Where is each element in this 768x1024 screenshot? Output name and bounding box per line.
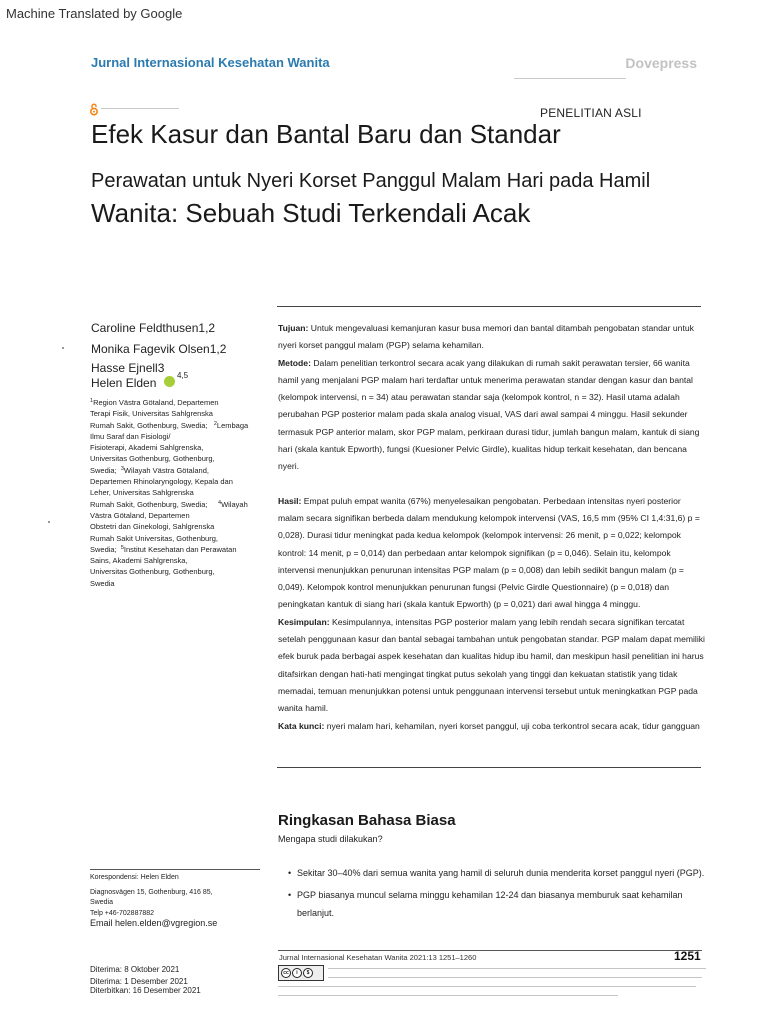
- affiliation-line: Sains, Akademi Sahlgrenska,: [90, 556, 188, 566]
- affiliation-line: Swedia: [90, 578, 115, 588]
- date-published: Diterbitkan: 16 Desember 2021: [90, 986, 201, 995]
- affiliation-line: Departemen Rhinolaryngology, Kepala dan: [90, 477, 233, 487]
- license-notice: [278, 967, 708, 1007]
- bullet-icon: •: [288, 868, 292, 878]
- abstract-aim: Tujuan: Untuk mengevaluasi kemanjuran kasur busa memori dan bantal ditambah pengobatan standar untuk nyeri korset panggul malam (PGP) selama kehamilan.: [278, 323, 694, 351]
- cc-license-icon[interactable]: cc i $: [278, 965, 324, 981]
- affiliations: [90, 397, 266, 589]
- affiliation-line: Rumah Sakit Universitas, Gothenburg,: [90, 533, 218, 543]
- affiliation-line: Rumah Sakit, Gothenburg, Swedia; $^2$Lembaga: [90, 420, 249, 430]
- plain-summary-question: Mengapa studi dilakukan?: [278, 834, 383, 844]
- affiliation-line: Swedia; $^3$Wilayah Västra Götaland,: [90, 465, 209, 475]
- affiliation-line: Swedia; $^5$Institut Kesehatan dan Perawatan: [90, 544, 237, 554]
- article-type: PENELITIAN ASLI: [540, 106, 642, 120]
- abstract-results: Hasil: Empat puluh empat wanita (67%) menyelesaikan pengobatan. Perbedaan intensitas nyeri posterior malam secara signifikan berbeda dalam mendukung kelompok intervensi (VAS, 16,5 mm (95% CI 1,4:31,6) p = 0,028). Durasi tidur meningkat pada kedua kelompok (kelompok intervensi: 26 menit, p = 0,022; kelompok kontrol: 14 menit, p = 0,014) dan perbedaan antar kelompok signifikan (p = 0,046). Selain itu, kelompok intervensi menunjukkan penurunan intensitas PGP malam (p = 0,008) dan lebih sedikit bangun malam (p = 0,049). Kelompok kontrol menunjukkan penurunan fungsi (Pelvic Girdle Questionnaire) (p = 0,018) dan peningkatan kantuk di siang hari (skala kantuk Epworth) (p = 0,021) dari awal hingga 4 minggu.: [278, 495, 700, 610]
- author-affiliation-sup: 4,5: [177, 371, 189, 380]
- correspondence-address: Swedia: [90, 899, 113, 907]
- author-name: Caroline Feldthusen1,2: [91, 321, 216, 335]
- correspondence-phone: Telp +46-702887882: [90, 910, 155, 918]
- article-title-line-3: Wanita: Sebuah Studi Terkendali Acak: [91, 198, 531, 228]
- affiliation-line: $^1$Region Västra Götaland, Departemen: [90, 398, 219, 407]
- affiliation-line: Fisioterapi, Akademi Sahlgrenska,: [90, 443, 204, 453]
- open-access-icon: [89, 103, 99, 116]
- author-name: Monika Fagevik Olsen1,2: [91, 342, 227, 356]
- citation-line: Jurnal Internasional Kesehatan Wanita 2021:13 1251–1260: [279, 953, 477, 962]
- journal-name[interactable]: Jurnal Internasional Kesehatan Wanita: [91, 55, 330, 70]
- correspondence-address: Diagnosvägen 15, Gothenburg, 416 85,: [90, 888, 213, 896]
- bullet-icon: •: [288, 890, 292, 900]
- affiliation-line: Leher, Universitas Sahlgrenska: [90, 488, 194, 498]
- affiliation-line: Ilmu Saraf dan Fisiologi/: [90, 431, 171, 441]
- correspondence-email[interactable]: Email helen.elden@vgregion.se: [90, 918, 218, 928]
- footer-rule: [278, 950, 702, 951]
- affiliation-line: Rumah Sakit, Gothenburg, Swedia; $^4$Wilayah: [90, 499, 248, 509]
- page-number: 1251: [674, 949, 701, 963]
- correspondence: [90, 873, 260, 920]
- list-item: • Sekitar 30–40% dari semua wanita yang hamil di seluruh dunia menderita korset panggul nyeri (PGP).: [288, 864, 708, 882]
- correspondence-rule: [90, 869, 260, 870]
- affiliation-line: Universitas Gothenburg, Gothenburg,: [90, 454, 215, 464]
- affiliation-line: Västra Götaland, Departemen: [90, 510, 190, 520]
- plain-summary-heading: Ringkasan Bahasa Biasa: [278, 812, 456, 829]
- machine-translation-banner: Machine Translated by Google: [6, 6, 183, 21]
- author-name: Hasse Ejnell3: [91, 361, 165, 375]
- publisher-tagline: [514, 77, 626, 81]
- plain-summary-list: [288, 864, 708, 926]
- abstract: [278, 320, 706, 735]
- correspondence-label: Korespondensi: Helen Elden: [90, 874, 179, 881]
- author-name: Helen Elden: [91, 376, 157, 390]
- abstract-bottom-rule: [277, 767, 701, 768]
- affiliation-line: Universitas Gothenburg, Gothenburg,: [90, 567, 215, 577]
- abstract-keywords: Kata kunci: nyeri malam hari, kehamilan, nyeri korset panggul, uji coba terkontrol secara acak, tidur gangguan: [278, 720, 700, 731]
- affiliation-line: Terapi Fisik, Universitas Sahlgrenska: [90, 409, 213, 419]
- scan-mark: [48, 521, 50, 523]
- publisher-logo[interactable]: Dovepress: [625, 55, 697, 71]
- scan-mark: [62, 347, 64, 349]
- date-received: Diterima: 8 Oktober 2021: [90, 965, 180, 974]
- open-access-label: [101, 107, 179, 110]
- date-accepted: Diterima: 1 Desember 2021: [90, 977, 188, 986]
- article-title-line-2: Perawatan untuk Nyeri Korset Panggul Malam Hari pada Hamil: [91, 170, 651, 192]
- orcid-icon[interactable]: [164, 376, 175, 387]
- abstract-top-rule: [277, 306, 701, 307]
- list-item: • PGP biasanya muncul selama minggu kehamilan 12-24 dan biasanya memburuk saat kehamilan berlanjut.: [288, 886, 708, 922]
- article-title-line-1: Efek Kasur dan Bantal Baru dan Standar: [91, 119, 561, 149]
- affiliation-line: Obstetri dan Ginekologi, Sahlgrenska: [90, 522, 215, 532]
- abstract-methods: Metode: Dalam penelitian terkontrol secara acak yang dilakukan di rumah sakit perawatan tersier, 66 wanita hamil yang menjalani PGP malam hari terdaftar untuk menerima perawatan standar dengan kasur dan bantal (kelompok intervensi, n = 34) atau perawatan standar saja (kelompok kontrol, n = 32). Hasil utama adalah perubahan PGP posterior malam pada skala analog visual, VAS dari awal sampai 4 minggu. Hasil sekunder termasuk PGP anterior malam, skor PGP malam, perkiraan durasi tidur, jumlah bangun malam, kantuk di siang hari (skala kantuk Epworth), fungsi (Kuesioner Pelvic Girdle), kualitas hidup terkait kesehatan, dan bencana nyeri.: [278, 357, 700, 472]
- abstract-conclusion: Kesimpulan: Kesimpulannya, intensitas PGP posterior malam yang lebih rendah secara signifikan tercatat setelah penggunaan kasur dan bantal sebagai tambahan untuk pengobatan standar. PGP malam dapat memiliki efek buruk pada berbagai aspek kesehatan dan kualitas hidup ibu hamil, dan meskipun hasil penelitian ini harus ditafsirkan dengan hati-hati mengingat tingkat putus sekolah yang tinggi dan kekuatan statistik yang tidak memadai, temuan menunjukkan potensi untuk penggunaan intervensi tersebut untuk meningkatkan PGP pada wanita hamil.: [278, 616, 705, 714]
